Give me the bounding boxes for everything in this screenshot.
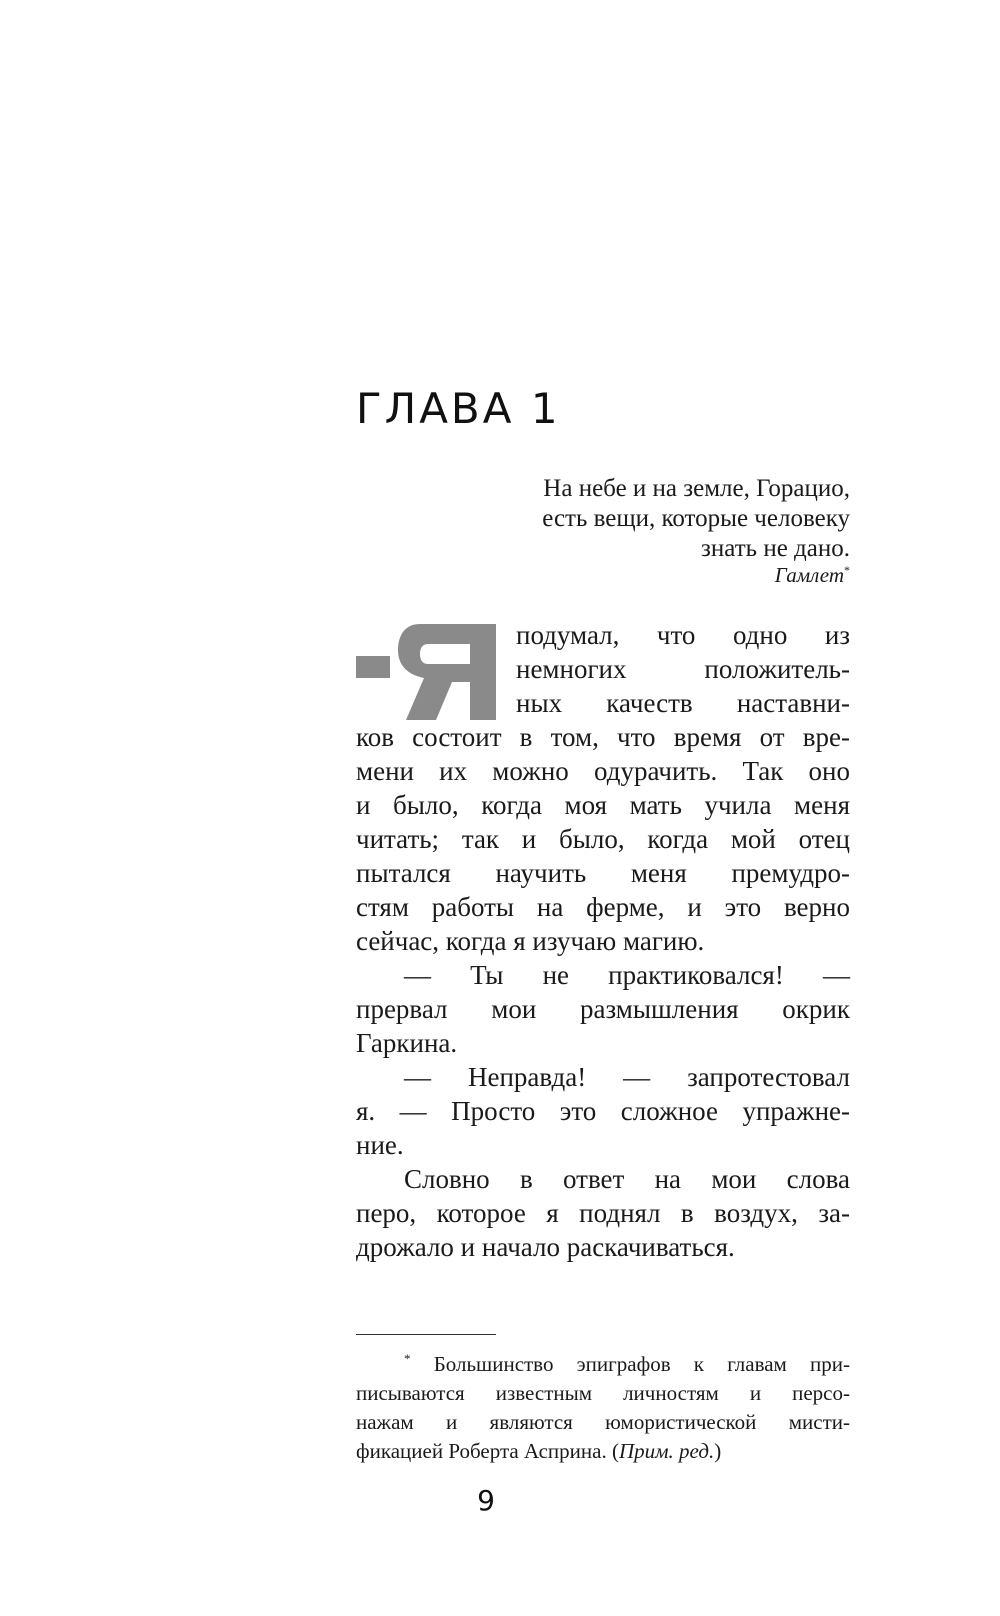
footnote-divider [356,1334,496,1335]
footnote-line: нажам и являются юмористической мисти- [356,1410,850,1434]
body-line: я. — Просто это сложное упражне- [356,1096,850,1126]
body-line: пытался научить меня премудро- [356,858,850,888]
body-line: стям работы на ферме, и это верно [356,892,850,922]
body-line: немногих положитель- [516,654,850,684]
body-line: сейчас, когда я изучаю магию. [356,926,705,956]
body-line: прервал мои размышления окрик [356,994,850,1024]
body-line: — Ты не практиковался! — [404,960,850,990]
body-line: ние. [356,1130,404,1160]
body-line: дрожало и начало раскачиваться. [356,1232,735,1262]
footnote-line [356,1344,850,1379]
footnote-text: фикацией Роберта Асприна. ( [356,1439,619,1463]
body-line: — Неправда! — запротестовал [404,1062,850,1092]
epigraph-source-name: Гамлет [774,563,844,587]
body-text [356,618,850,1264]
chapter-title: ГЛАВА 1 [356,384,561,433]
epigraph-line: есть вещи, которые человеку [542,505,850,532]
body-line: читать; так и было, когда мой отец [356,824,850,854]
body-line: и было, когда моя мать учила меня [356,790,850,820]
body-line: Словно в ответ на мои слова [404,1164,850,1194]
body-line: ных качеств наставни- [516,688,850,718]
footnote-mark: * [844,563,850,577]
footnote-line [356,1437,850,1466]
footnote-line: писываются известным личностям и персо- [356,1381,850,1405]
footnote [356,1344,850,1466]
epigraph [470,474,850,564]
footnote-mark: * [404,1351,411,1366]
body-line: Гаркина. [356,1028,458,1058]
page-number: 9 [477,1484,495,1517]
epigraph-line: знать не дано. [701,535,850,562]
epigraph-line: На небе и на земле, Горацио, [543,475,850,502]
body-line: мени их можно одурачить. Так оно [356,756,850,786]
footnote-text: Большинство эпиграфов к главам при- [433,1352,850,1376]
editor-note: Прим. ред. [618,1439,715,1463]
body-line: ков состоит в том, что время от вре- [356,722,850,752]
body-line: перо, которое я поднял в воздух, за- [356,1198,850,1228]
body-line: подумал, что одно из [516,620,850,650]
footnote-closing: ) [714,1439,722,1463]
epigraph-source [600,563,850,588]
